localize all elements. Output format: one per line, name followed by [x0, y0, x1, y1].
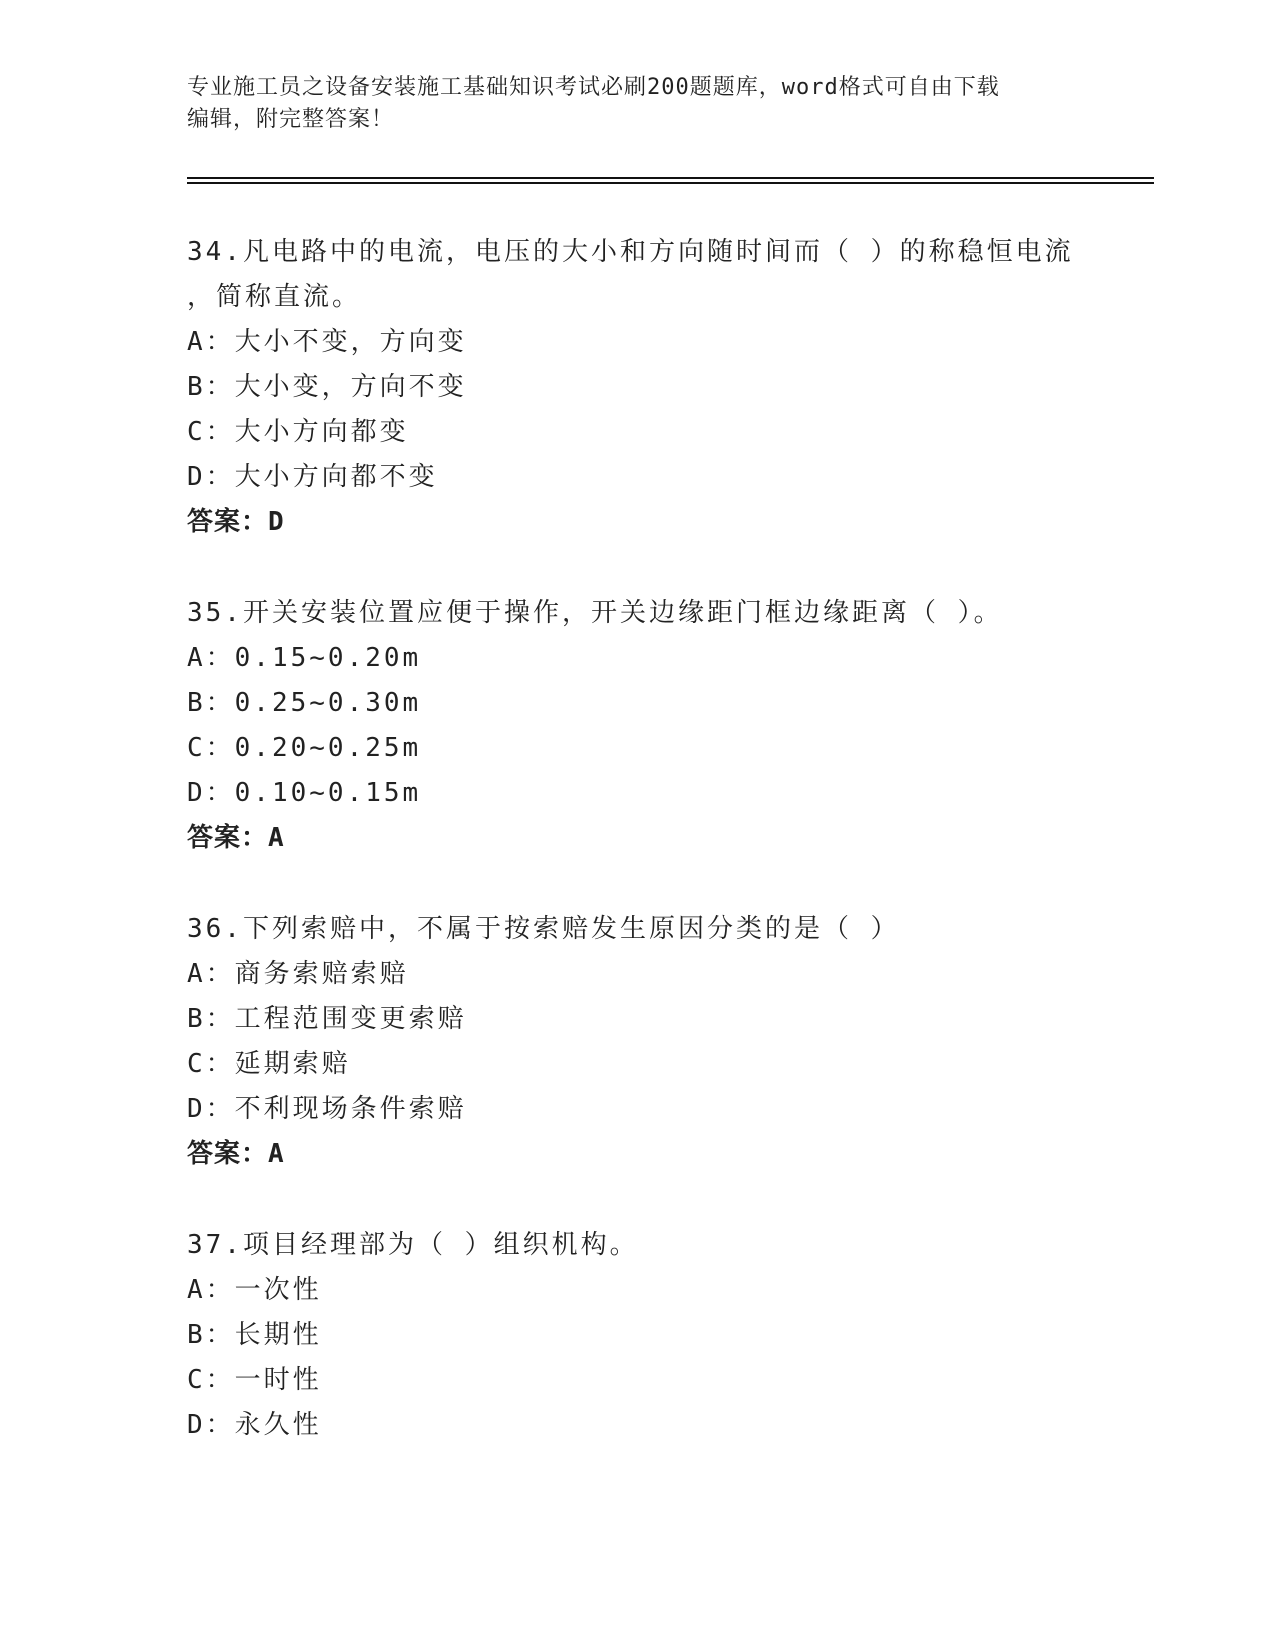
- option-a: A：商务索赔索赔: [187, 959, 409, 989]
- question-stem-line-1: 37.项目经理部为（ ）组织机构。: [187, 1230, 639, 1260]
- question-stem: [187, 591, 1087, 636]
- question-stem: [187, 907, 1087, 952]
- answer-label: 答案：A: [187, 823, 285, 853]
- option-c: C：一时性: [187, 1365, 322, 1395]
- option-b: B：工程范围变更索赔: [187, 1004, 467, 1034]
- question-stem-line-2: ，简称直流。: [187, 282, 362, 312]
- option-d: D：永久性: [187, 1410, 322, 1440]
- header-title-line-1: 专业施工员之设备安装施工基础知识考试必刷200题题库，word格式可自由下载: [187, 75, 1000, 100]
- option-d: D：大小方向都不变: [187, 462, 438, 492]
- question-34: [187, 230, 1087, 545]
- answer-label: 答案：D: [187, 507, 285, 537]
- option-d: D：不利现场条件索赔: [187, 1094, 467, 1124]
- header-divider-top: [187, 177, 1154, 179]
- option-b: B：大小变，方向不变: [187, 372, 467, 402]
- question-list: [187, 230, 1087, 1494]
- question-37: [187, 1223, 1087, 1448]
- option-c: C：延期索赔: [187, 1049, 351, 1079]
- option-c: C：0.20~0.25m: [187, 733, 422, 763]
- option-d: D：0.10~0.15m: [187, 778, 422, 808]
- option-a: A：一次性: [187, 1275, 322, 1305]
- option-a: A：0.15~0.20m: [187, 643, 422, 673]
- question-stem-line-1: 35.开关安装位置应便于操作，开关边缘距门框边缘距离（ ）。: [187, 598, 1003, 628]
- document-header: [187, 72, 1067, 136]
- question-36: [187, 907, 1087, 1177]
- option-b: B：0.25~0.30m: [187, 688, 422, 718]
- question-stem-line-1: 36.下列索赔中，不属于按索赔发生原因分类的是（ ）: [187, 914, 900, 944]
- option-a: A：大小不变，方向变: [187, 327, 467, 357]
- option-b: B：长期性: [187, 1320, 322, 1350]
- question-stem: [187, 1223, 1087, 1268]
- option-c: C：大小方向都变: [187, 417, 409, 447]
- answer-label: 答案：A: [187, 1139, 285, 1169]
- question-35: [187, 591, 1087, 861]
- question-stem-line-1: 34.凡电路中的电流，电压的大小和方向随时间而（ ）的称稳恒电流: [187, 237, 1074, 267]
- question-stem: [187, 230, 1087, 320]
- header-title-line-2: 编辑，附完整答案！: [187, 107, 395, 132]
- header-divider-bottom: [187, 182, 1154, 184]
